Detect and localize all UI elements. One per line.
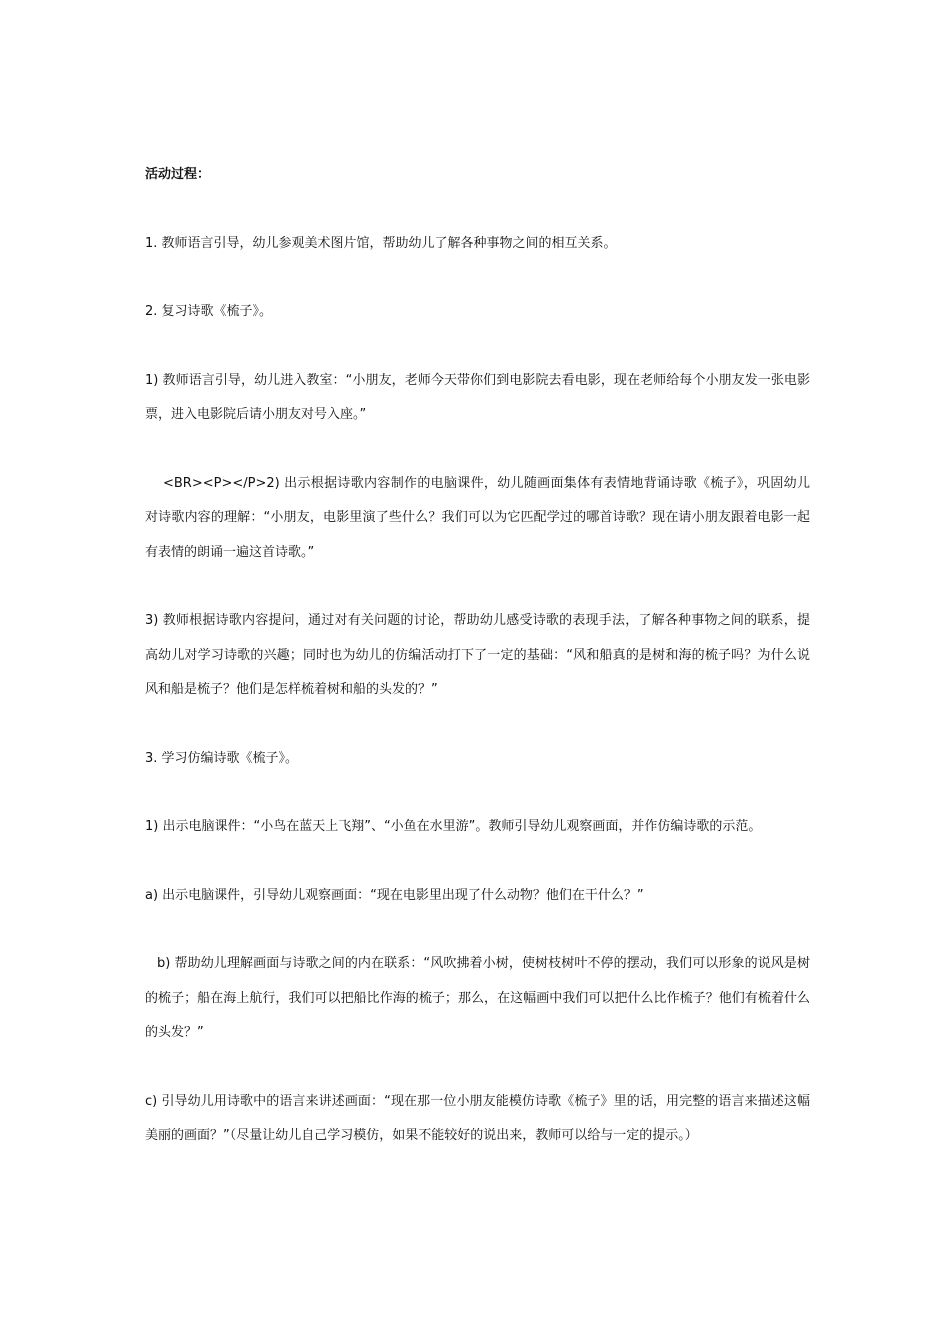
- paragraph-step-2-1: 1) 教师语言引导，幼儿进入教室：“小朋友，老师今天带你们到电影院去看电影，现在老师给每个小朋友发一张电影票，进入电影院后请小朋友对号入座。”: [145, 372, 810, 422]
- paragraph-step-3-a: a) 出示电脑课件，引导幼儿观察画面：“现在电影里出现了什么动物？他们在干什么？”: [145, 887, 644, 903]
- paragraph-step-1: 1. 教师语言引导，幼儿参观美术图片馆，帮助幼儿了解各种事物之间的相互关系。: [145, 235, 617, 251]
- paragraph-step-2-2: <BR><P></P>2) 出示根据诗歌内容制作的电脑课件，幼儿随画面集体有表情地背诵诗歌《梳子》，巩固幼儿对诗歌内容的理解：“小朋友，电影里演了些什么？我们可以为它匹配学过的哪首诗歌？现在请小朋友跟着电影一起有表情的朗诵一遍这首诗歌。”: [145, 475, 810, 560]
- paragraph-step-2: 2. 复习诗歌《梳子》。: [145, 304, 273, 319]
- paragraph-step-2-3: 3) 教师根据诗歌内容提问，通过对有关问题的讨论，帮助幼儿感受诗歌的表现手法，了解各种事物之间的联系，提高幼儿对学习诗歌的兴趣；同时也为幼儿的仿编活动打下了一定的基础：“风和船真的是树和海的梳子吗？为什么说风和船是梳子？他们是怎样梳着树和船的头发的？”: [145, 613, 810, 697]
- section-heading: 活动过程：: [145, 167, 211, 182]
- paragraph-step-3: 3. 学习仿编诗歌《梳子》。: [145, 750, 299, 766]
- paragraph-step-3-c: c) 引导幼儿用诗歌中的语言来讲述画面：“现在那一位小朋友能模仿诗歌《梳子》里的话，用完整的语言来描述这幅美丽的画面？”（尽量让幼儿自己学习模仿，如果不能较好的说出来，教师可以给与一定的提示。）: [145, 1093, 810, 1143]
- document-body: [145, 158, 810, 1188]
- paragraph-step-3-1: 1) 出示电脑课件：“小鸟在蓝天上飞翔”、“小鱼在水里游”。教师引导幼儿观察画面，并作仿编诗歌的示范。: [145, 819, 762, 834]
- paragraph-step-3-b: b) 帮助幼儿理解画面与诗歌之间的内在联系：“风吹拂着小树，使树枝树叶不停的摆动，我们可以形象的说风是树的梳子；船在海上航行，我们可以把船比作海的梳子；那么，在这幅画中我们可以把什么比作梳子？他们有梳着什么的头发？”: [145, 956, 810, 1040]
